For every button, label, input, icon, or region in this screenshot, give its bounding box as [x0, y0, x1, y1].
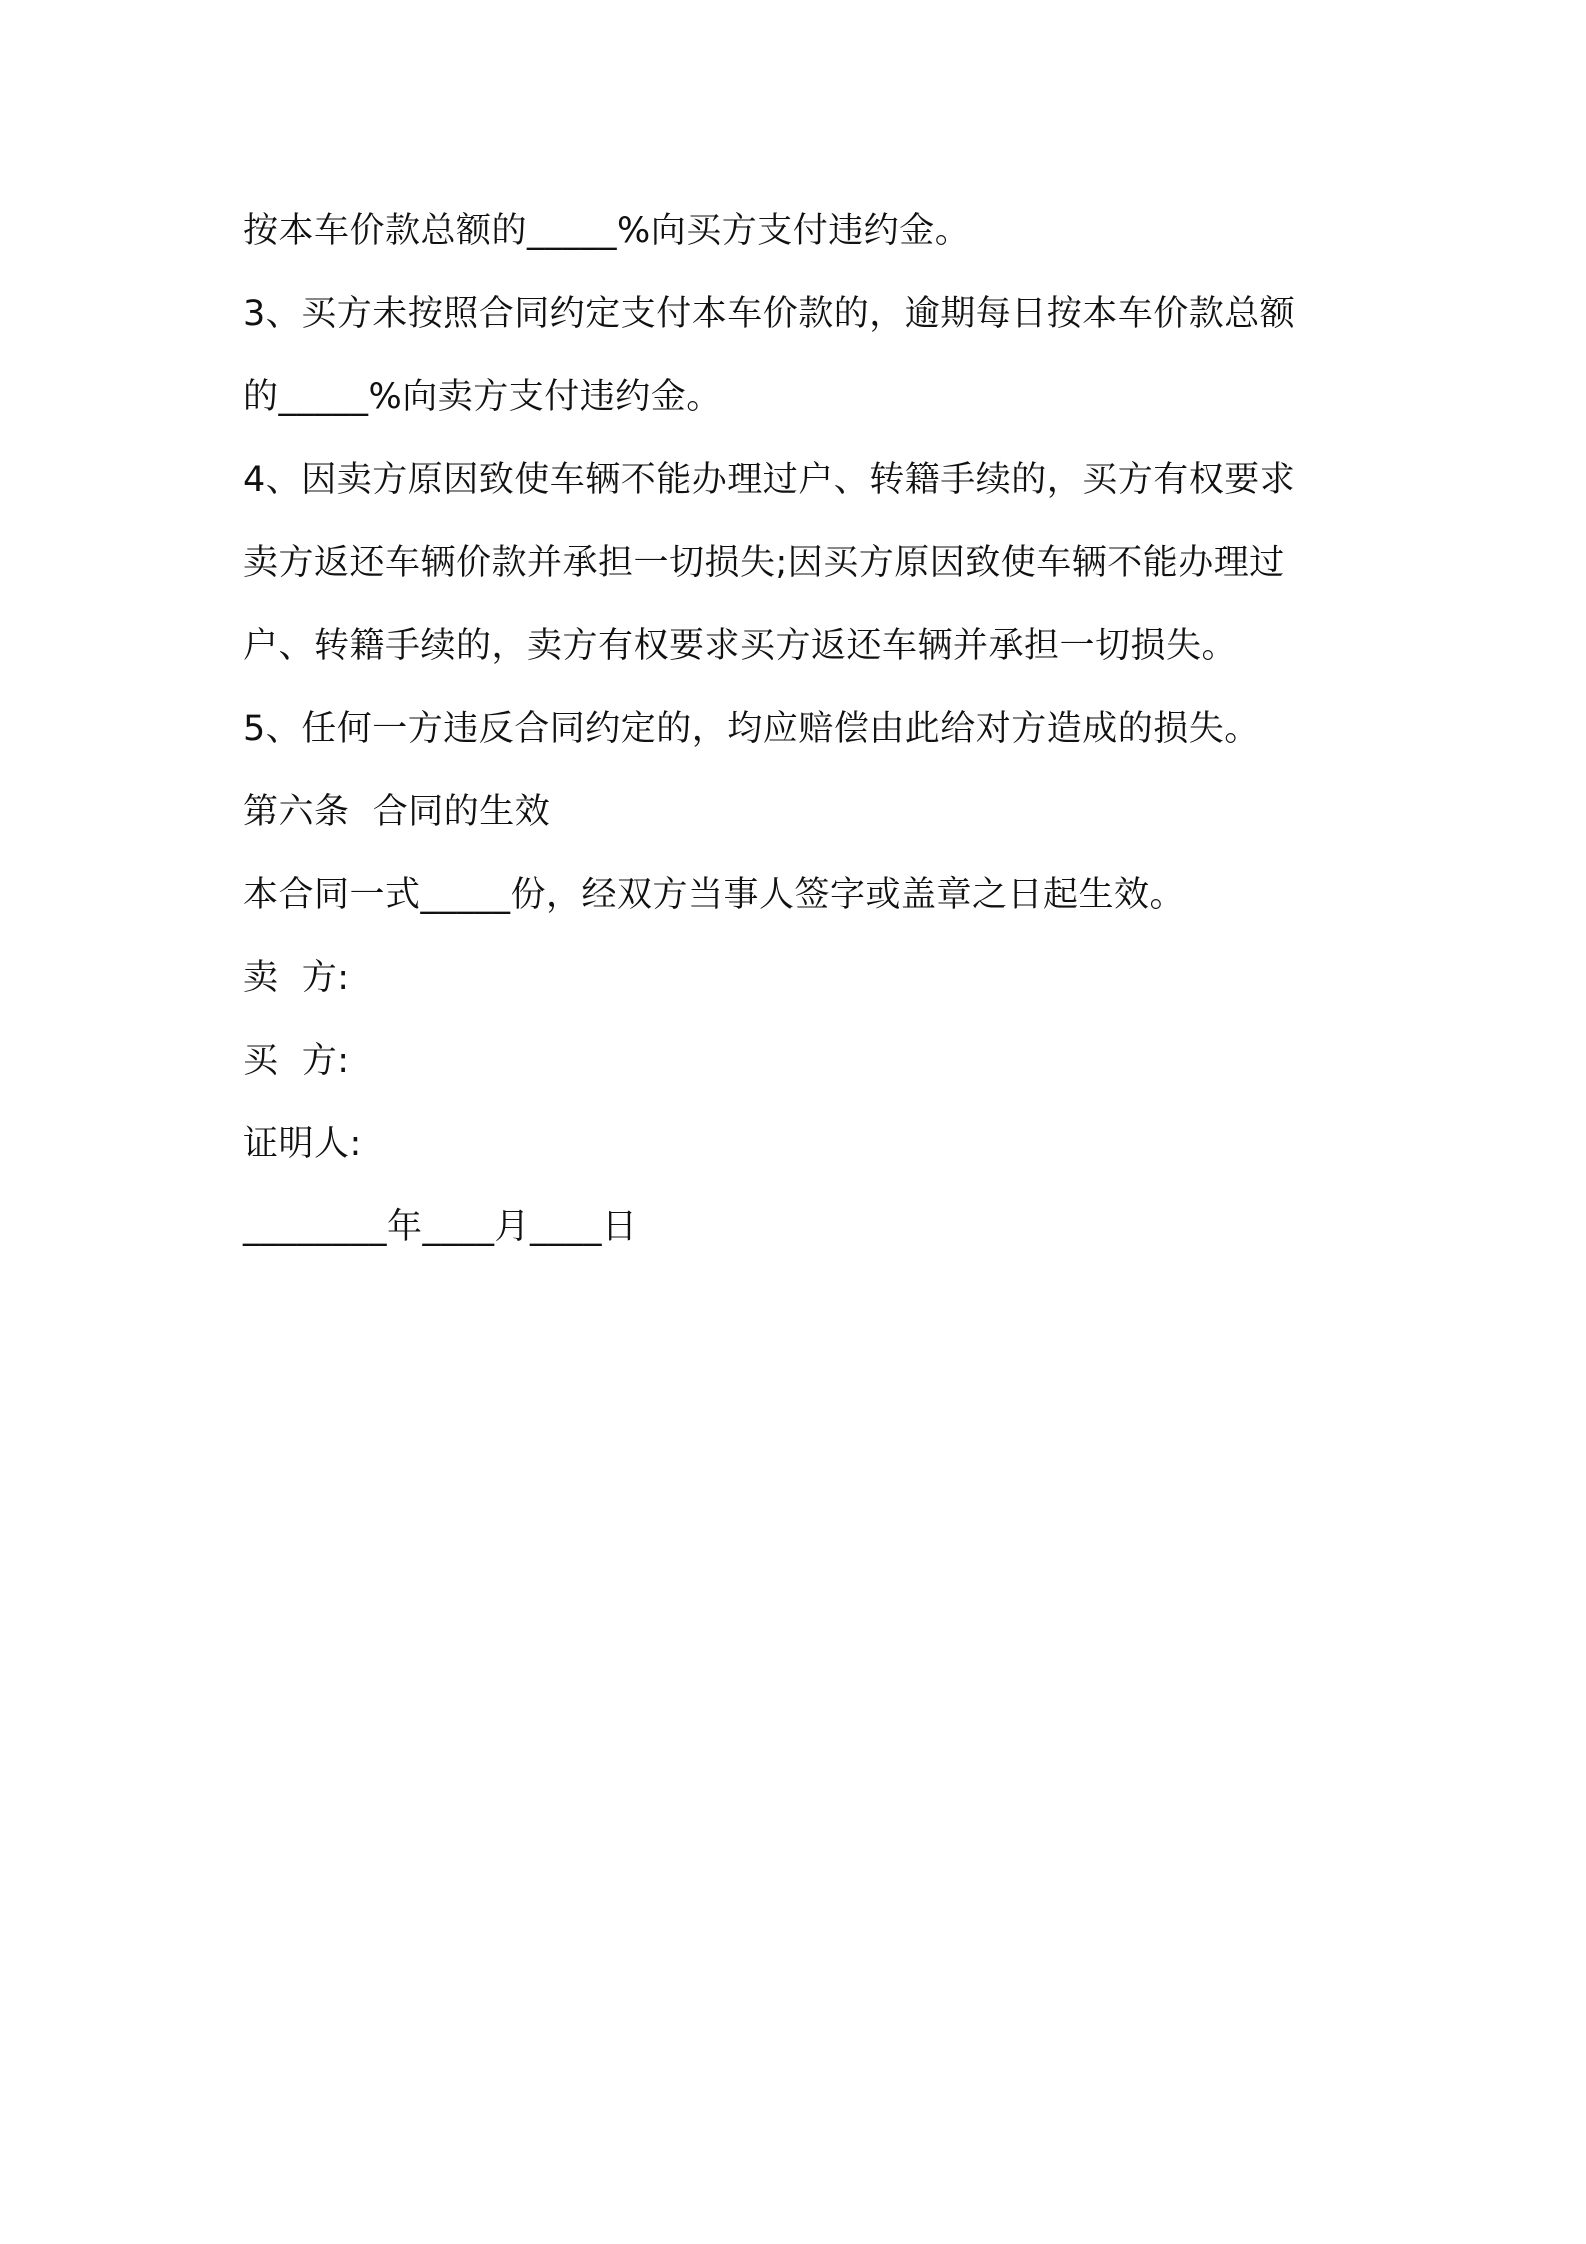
document-body: [243, 190, 1363, 1269]
seller-signature-label: 卖 方:: [243, 958, 350, 998]
date-line: ________年____月____日: [243, 1207, 638, 1247]
clause-5-item-3-line-2: 的_____%向卖方支付违约金。: [243, 377, 722, 417]
clause-5-item-5: 5、任何一方违反合同约定的，均应赔偿由此给对方造成的损失。: [243, 709, 1260, 749]
witness-signature-label: 证明人:: [243, 1124, 362, 1164]
article-6-body: 本合同一式_____份，经双方当事人签字或盖章之日起生效。: [243, 875, 1186, 915]
article-6-heading: 第六条 合同的生效: [243, 792, 551, 832]
buyer-signature-label: 买 方:: [243, 1041, 350, 1081]
clause-5-item-4-line-2: 卖方返还车辆价款并承担一切损失;因买方原因致使车辆不能办理过: [243, 543, 1285, 583]
clause-5-item-3-line-1: 3、买方未按照合同约定支付本车价款的，逾期每日按本车价款总额: [243, 294, 1296, 334]
clause-5-item-2-continuation: 按本车价款总额的_____%向买方支付违约金。: [243, 211, 971, 251]
clause-5-item-4-line-3: 户、转籍手续的，卖方有权要求买方返还车辆并承担一切损失。: [243, 626, 1238, 666]
clause-5-item-4-line-1: 4、因卖方原因致使车辆不能办理过户、转籍手续的，买方有权要求: [243, 460, 1296, 500]
